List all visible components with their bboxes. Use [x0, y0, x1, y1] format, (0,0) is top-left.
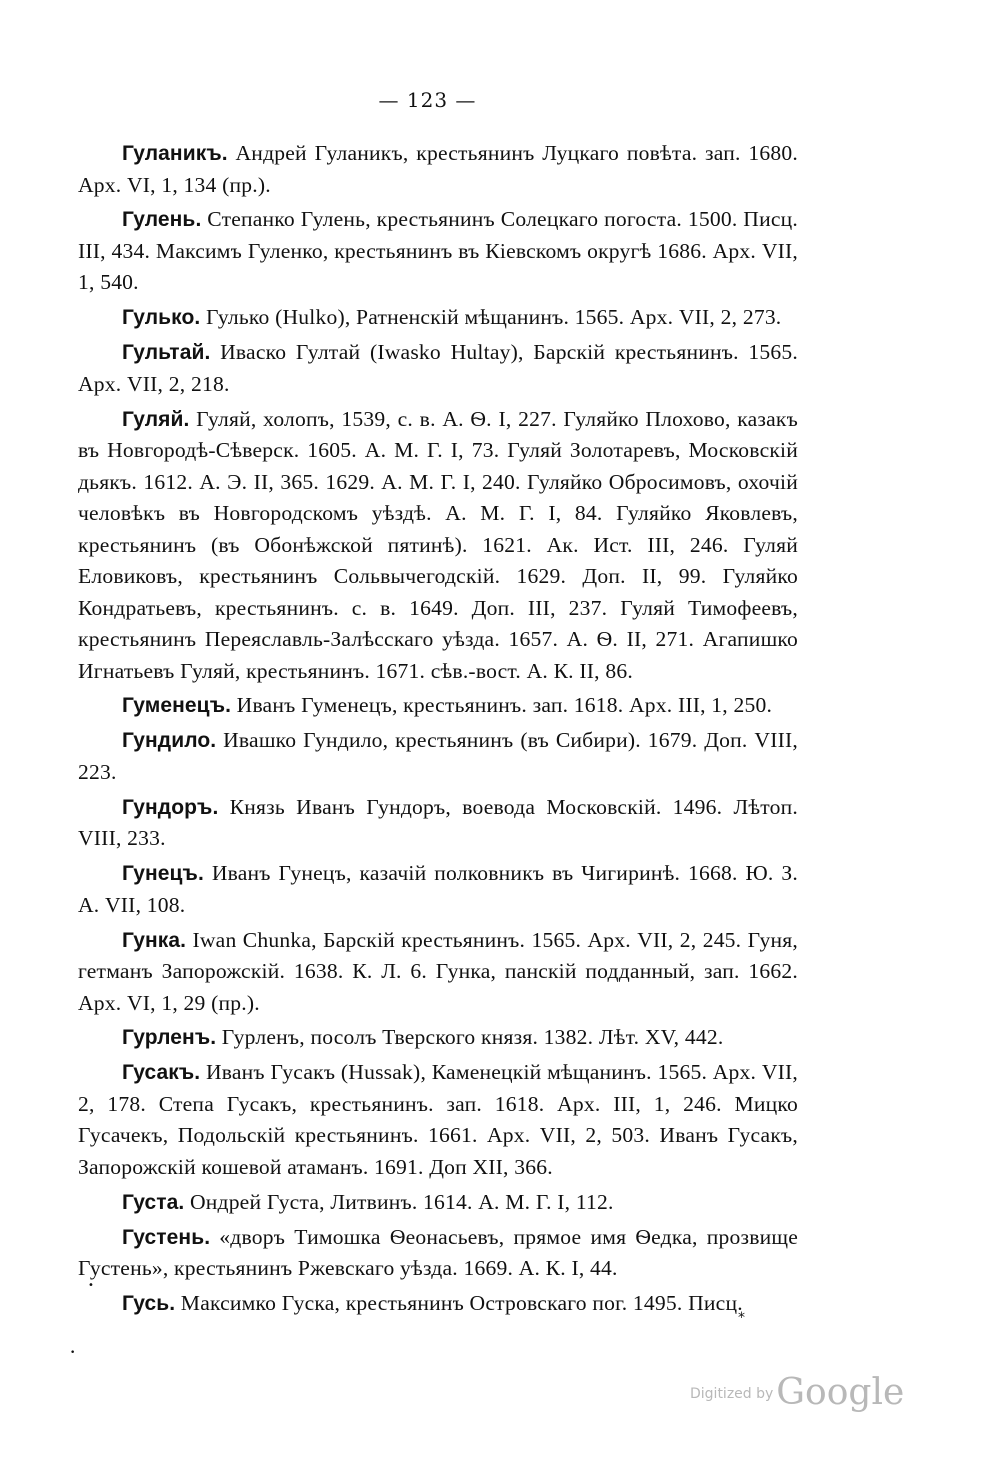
- entry-headword: Гулько.: [122, 306, 201, 330]
- entry-headword: Гуляй.: [122, 407, 190, 431]
- entry-headword: Гусакъ.: [122, 1061, 201, 1085]
- entry: [78, 302, 798, 334]
- entry: [78, 1187, 798, 1219]
- entry-text: Иваско Гултай (Iwasko Hultay), Барскій крестьянинъ. 1565. Арх. VII, 2, 218.: [78, 340, 798, 396]
- entry-text: Iwan Chunka, Барскій крестьянинъ. 1565. Арх. VII, 2, 245. Гуня, гетманъ Запорожскій. 1638. К. Л. 6. Гунка, панскій подданный, зап. 1662. Арх. VI, 1, 29 (пр.).: [78, 927, 798, 1015]
- ink-speck: •: [70, 1348, 76, 1358]
- entry-text: Андрей Гуланикъ, крестьянинъ Луцкаго повѣта. зап. 1680. Арх. VI, 1, 134 (пр.).: [78, 141, 798, 197]
- entry-text: Иванъ Гунецъ, казачій полковникъ въ Чигиринѣ. 1668. Ю. З. А. VII, 108.: [78, 861, 798, 917]
- entry-headword: Гунецъ.: [122, 862, 204, 886]
- entry-headword: Густень.: [122, 1225, 211, 1249]
- entry: [78, 1222, 798, 1285]
- google-logo: Google: [776, 1372, 905, 1413]
- entry: [78, 1022, 798, 1054]
- entry-text: Степанко Гулень, крестьянинъ Солецкаго погоста. 1500. Писц. III, 434. Максимъ Гуленко, крестьянинъ въ Кіевскомъ округѣ 1686. Арх. VII, 1, 540.: [78, 207, 798, 295]
- page-number: — 123 —: [378, 88, 477, 112]
- entry-headword: Густа.: [122, 1190, 185, 1214]
- dictionary-entries: [78, 138, 798, 1323]
- entry-headword: Гусь.: [122, 1291, 176, 1315]
- entry-headword: Гунка.: [122, 928, 187, 952]
- entry-headword: Гундило.: [122, 729, 217, 753]
- entry-text: Ондрей Густа, Литвинъ. 1614. А. М. Г. I, 112.: [189, 1189, 614, 1214]
- ink-speck: •: [88, 1280, 94, 1291]
- entry: [78, 858, 798, 921]
- entry-text: «дворъ Тимошка Ѳеонасьевъ, прямое имя Ѳедка, прозвище Густень», крестьянинъ Ржевскаго уѣзда. 1669. А. К. I, 44.: [78, 1224, 798, 1281]
- entry-headword: Гурленъ.: [122, 1026, 217, 1050]
- entry: [78, 404, 798, 688]
- entry-text: Иванъ Гуменецъ, крестьянинъ. зап. 1618. Арх. III, 1, 250.: [236, 693, 773, 718]
- entry: [78, 792, 798, 855]
- entry-headword: Гуланикъ.: [122, 142, 228, 165]
- entry: [78, 925, 798, 1020]
- entry: [78, 690, 798, 722]
- entry-text: Иванъ Гусакъ (Hussak), Каменецкій мѣщанинъ. 1565. Арх. VII, 2, 178. Степа Гусакъ, крестьянинъ. зап. 1618. Арх. III, 1, 246. Мицко Гусачекъ, Подольскій крестьянинъ. 1661. Арх. VII, 2, 503. Иванъ Гусакъ, Запорожскій кошевой атаманъ. 1691. Доп XII, 366.: [78, 1060, 798, 1179]
- entry: [78, 1288, 798, 1320]
- entry-text: Гурленъ, посолъ Тверского князя. 1382. Лѣт. XV, 442.: [221, 1025, 724, 1050]
- entry-text: Гуляй, холопъ, 1539, с. в. А. Ѳ. I, 227. Гуляйко Плохово, казакъ въ Новгородѣ-Сѣверск. 1605. А. М. Г. I, 73. Гуляй Золотаревъ, Московскій дьякъ. 1612. А. Э. II, 365. 1629. А. М. Г. I, 240. Гуляйко Обросимовъ, охочій человѣкъ въ Новгородскомъ уѣздѣ. А. М. Г. I, 84. Гуляйко Яковлевъ, крестьянинъ (въ Обонѣжской пятинѣ). 1621. Ак. Ист. III, 246. Гуляй Еловиковъ, крестьянинъ Сольвычегодскій. 1629. Доп. II, 99. Гуляйко Кондратьевъ, крестьянинъ. с. в. 1649. Доп. III, 237. Гуляй Тимофеевъ, крестьянинъ Переяславль-Залѣсскаго уѣзда. 1657. А. Ѳ. II, 271. Агапишко Игнатьевъ Гуляй, крестьянинъ. 1671. сѣв.-вост. А. К. II, 86.: [78, 406, 798, 683]
- entry-text: Ивашко Гундило, крестьянинъ (въ Сибири). 1679. Доп. VIII, 223.: [78, 728, 798, 784]
- entry: [78, 337, 798, 400]
- entry-headword: Гундоръ.: [122, 795, 219, 819]
- entry-text: Князь Иванъ Гундоръ, воевода Московскій. 1496. Лѣтоп. VIII, 233.: [78, 794, 798, 851]
- watermark-caption: Digitized by: [690, 1386, 774, 1402]
- entry: [78, 204, 798, 299]
- entry-headword: Гулень.: [122, 208, 202, 232]
- entry-text: Максимко Гуска, крестьянинъ Островскаго пог. 1495. Писц.: [180, 1290, 743, 1315]
- ink-speck: *: [738, 1310, 745, 1326]
- entry: [78, 725, 798, 788]
- entry: [78, 138, 798, 201]
- entry-headword: Гуменецъ.: [122, 694, 232, 718]
- entry-text: Гулько (Hulko), Ратненскій мѣщанинъ. 1565. Арх. VII, 2, 273.: [205, 305, 782, 330]
- entry: [78, 1057, 798, 1183]
- digitized-by-google-watermark: [690, 1372, 904, 1413]
- entry-headword: Гультай.: [122, 341, 211, 365]
